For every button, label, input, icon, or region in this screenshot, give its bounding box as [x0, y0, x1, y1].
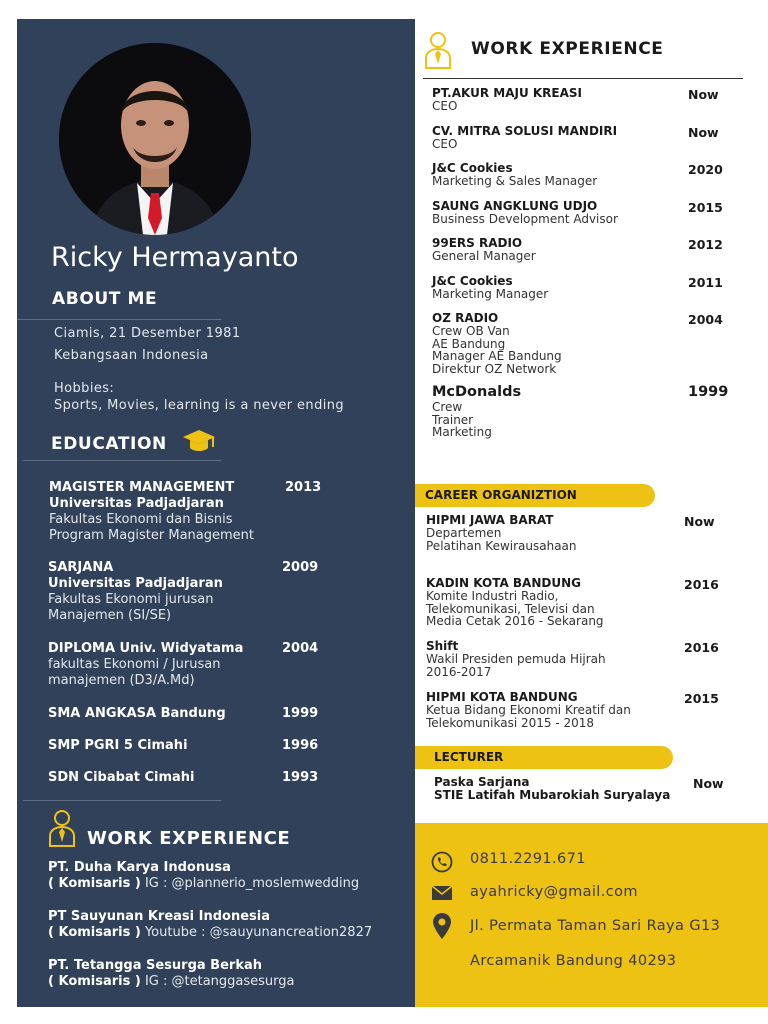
job-role: AE Bandung	[432, 336, 506, 351]
about-heading: ABOUT ME	[52, 289, 158, 309]
work-year: 2012	[688, 237, 723, 252]
work-item	[432, 87, 732, 113]
school-name: Universitas Padjadjaran	[48, 576, 223, 591]
education-year: 2013	[285, 480, 322, 495]
career-year: 2016	[684, 640, 719, 655]
education-heading: EDUCATION	[51, 434, 167, 454]
lecturer-item	[434, 776, 734, 802]
work-year: Now	[688, 87, 719, 102]
divider	[423, 78, 743, 79]
profile-photo	[59, 43, 251, 235]
education-detail: manajemen (D3/A.Md)	[48, 673, 195, 688]
work-item	[48, 958, 408, 990]
work-item	[48, 860, 408, 892]
person-name: Ricky Hermayanto	[51, 242, 299, 273]
career-year: Now	[684, 514, 715, 529]
address-line-2: Arcamanik Bandung 40293	[470, 953, 677, 969]
job-role: Crew	[432, 400, 463, 414]
org-role: Telekomunikasi 2015 - 2018	[426, 715, 595, 730]
work-item	[432, 384, 732, 439]
career-item	[426, 514, 726, 552]
job-role: Business Development Advisor	[432, 212, 618, 226]
job-role: Manager AE Bandung	[432, 349, 562, 363]
company-name: J&C Cookies	[432, 161, 513, 175]
org-role: Pelatihan Kewirausahaan	[426, 538, 577, 553]
work-year: 2020	[688, 162, 723, 177]
org-role: Wakil Presiden pemuda Hijrah	[426, 652, 606, 666]
career-item	[426, 640, 726, 678]
company-name: PT.AKUR MAJU KREASI	[432, 86, 582, 100]
job-role: General Manager	[432, 249, 536, 263]
degree-title: SARJANA	[48, 560, 114, 575]
work-item	[48, 909, 408, 941]
lecturer-year: Now	[693, 776, 724, 791]
work-year: 2004	[688, 312, 723, 327]
school-name: SMA ANGKASA Bandung	[48, 706, 226, 721]
org-name: HIPMI KOTA BANDUNG	[426, 690, 578, 704]
company-name: OZ RADIO	[432, 311, 499, 325]
education-year: 2004	[282, 641, 319, 656]
school-name: Universitas Padjadjaran	[49, 496, 224, 511]
company-name: CV. MITRA SOLUSI MANDIRI	[432, 124, 618, 138]
address-line-1: Jl. Permata Taman Sari Raya G13	[470, 918, 721, 934]
job-role: Crew OB Van	[432, 324, 510, 338]
org-role: Media Cetak 2016 - Sekarang	[426, 614, 604, 628]
education-year: 1993	[282, 770, 319, 785]
job-role: CEO	[432, 99, 458, 113]
education-year: 2009	[282, 560, 319, 575]
social-handle: IG : @tetanggasesurga	[140, 974, 295, 989]
education-item	[48, 770, 378, 786]
education-year: 1999	[282, 706, 319, 721]
job-role: Marketing	[432, 425, 492, 439]
org-role: 2016-2017	[426, 664, 492, 679]
person-tie-icon	[424, 30, 452, 70]
company-name: PT. Duha Karya Indonusa	[48, 860, 231, 875]
education-item	[48, 560, 378, 624]
social-handle: Youtube : @sauyunancreation2827	[140, 925, 373, 940]
social-handle: IG : @plannerio_moslemwedding	[140, 876, 360, 891]
org-name: Shift	[426, 639, 459, 653]
career-year: 2016	[684, 577, 719, 592]
birth-info: Ciamis, 21 Desember 1981	[54, 326, 241, 341]
lecturer-program: Paska Sarjana	[434, 775, 530, 789]
job-role: Marketing Manager	[432, 287, 549, 301]
work-item	[432, 200, 732, 226]
role-label: ( Komisaris )	[48, 876, 141, 891]
education-detail: Manajemen (SI/SE)	[48, 608, 172, 623]
work-item	[432, 162, 732, 188]
work-item	[432, 125, 732, 151]
phone-icon	[431, 851, 453, 873]
contact-panel	[415, 823, 768, 1007]
org-role: Telekomunikasi, Televisi dan	[426, 601, 595, 616]
company-name: PT Sauyunan Kreasi Indonesia	[48, 909, 271, 924]
role-label: ( Komisaris )	[48, 925, 141, 940]
job-role: Direktur OZ Network	[432, 361, 557, 376]
job-role: Marketing & Sales Manager	[432, 174, 598, 188]
phone-number[interactable]: 0811.2291.671	[470, 851, 586, 867]
lecturer-institution: STIE Latifah Mubarokiah Suryalaya	[434, 788, 671, 802]
school-name: SDN Cibabat Cimahi	[48, 770, 195, 785]
email-icon	[432, 886, 452, 900]
org-name: HIPMI JAWA BARAT	[426, 513, 554, 527]
job-role: Trainer	[432, 412, 474, 427]
education-detail: Fakultas Ekonomi dan Bisnis	[49, 512, 233, 527]
org-role: Departemen	[426, 526, 502, 540]
work-year: Now	[688, 125, 719, 140]
career-heading: CAREER ORGANIZTION	[415, 484, 655, 507]
education-item	[48, 706, 378, 722]
job-role: CEO	[432, 137, 458, 151]
person-tie-icon	[48, 808, 76, 848]
education-detail: fakultas Ekonomi / Jurusan	[48, 657, 221, 672]
work-item	[432, 275, 732, 301]
work-heading: WORK EXPERIENCE	[87, 828, 291, 849]
role-label: ( Komisaris )	[48, 974, 141, 989]
org-role: Ketua Bidang Ekonomi Kreatif dan	[426, 703, 631, 717]
company-name: PT. Tetangga Sesurga Berkah	[48, 958, 262, 973]
company-name: 99ERS RADIO	[432, 236, 523, 250]
work-year: 1999	[688, 384, 729, 400]
education-item	[49, 480, 379, 544]
degree-title: MAGISTER MANAGEMENT	[49, 480, 235, 495]
location-pin-icon	[433, 913, 451, 939]
company-name: SAUNG ANGKLUNG UDJO	[432, 199, 598, 213]
email-address[interactable]: ayahricky@gmail.com	[470, 884, 638, 900]
education-item	[48, 738, 378, 754]
lecturer-heading: LECTURER	[415, 746, 673, 769]
career-item	[426, 577, 726, 628]
hobbies-text: Sports, Movies, learning is a never ending	[54, 398, 345, 413]
work-year: 2011	[688, 275, 723, 290]
nationality-info: Kebangsaan Indonesia	[54, 348, 209, 363]
work-heading: WORK EXPERIENCE	[471, 39, 664, 59]
divider	[23, 800, 221, 801]
career-item	[426, 691, 726, 729]
education-detail: Program Magister Management	[49, 528, 255, 543]
career-year: 2015	[684, 691, 719, 706]
company-name: J&C Cookies	[432, 274, 513, 288]
org-role: Komite Industri Radio,	[426, 589, 559, 603]
education-detail: Fakultas Ekonomi jurusan	[48, 592, 214, 607]
company-name: McDonalds	[432, 384, 522, 400]
education-item	[48, 641, 378, 689]
degree-title: DIPLOMA Univ. Widyatama	[48, 641, 244, 656]
hobbies-label: Hobbies:	[54, 381, 115, 396]
divider	[17, 319, 221, 320]
divider	[23, 460, 221, 461]
education-year: 1996	[282, 738, 319, 753]
work-year: 2015	[688, 200, 723, 215]
work-item	[432, 237, 732, 263]
work-item	[432, 312, 732, 375]
org-name: KADIN KOTA BANDUNG	[426, 576, 581, 590]
school-name: SMP PGRI 5 Cimahi	[48, 738, 188, 753]
graduation-cap-icon	[182, 428, 216, 454]
